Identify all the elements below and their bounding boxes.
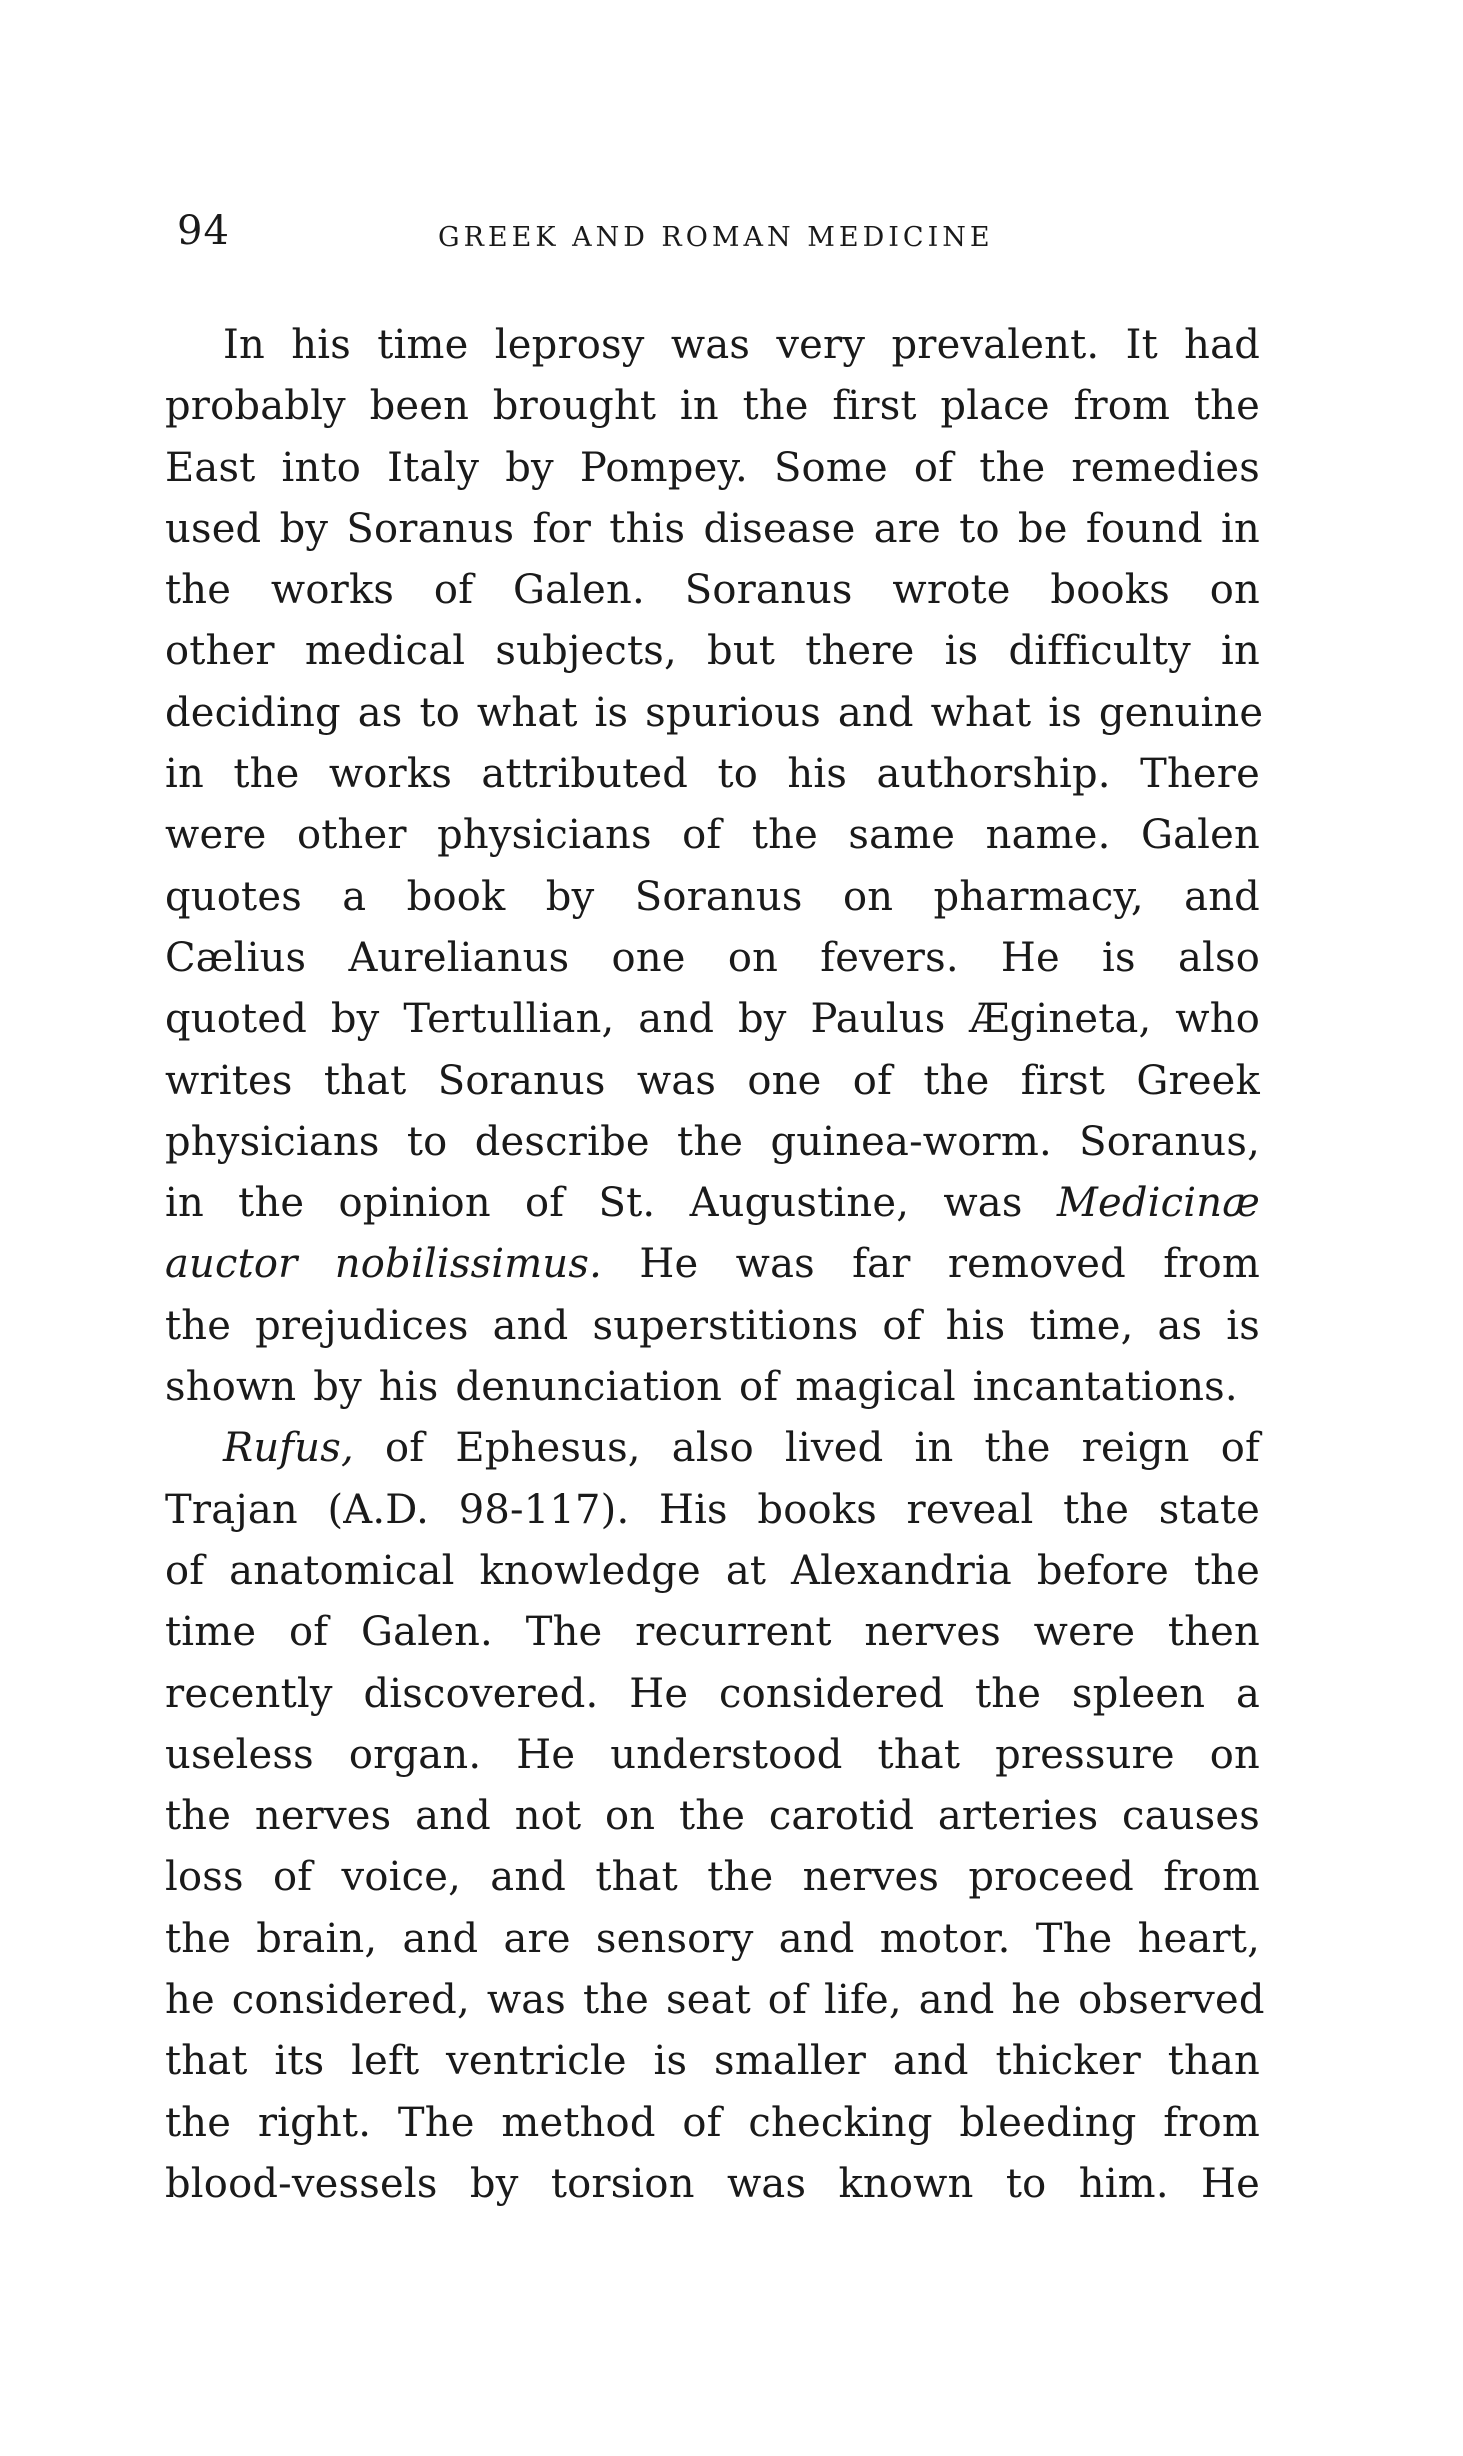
text-line — [165, 1234, 1260, 1295]
text-line: were other physicians of the same name. Galen — [165, 812, 1260, 859]
italic-name: Rufus, — [223, 1425, 354, 1472]
text-line: probably been brought in the first place from the — [165, 383, 1260, 430]
text-line: East into Italy by Pompey. Some of the remedies — [165, 444, 1260, 491]
body-text — [165, 315, 1265, 2215]
text-line — [165, 1480, 1260, 1541]
text-line: physicians to describe the guinea-worm. Soranus, — [165, 1118, 1260, 1165]
text-line: other medical subjects, but there is difficulty in — [165, 628, 1260, 675]
page-number: 94 — [177, 208, 230, 254]
era-abbreviation: A.D. — [343, 1486, 430, 1533]
text-segment: 98-117). His books reveal the state — [458, 1486, 1260, 1533]
text-segment: Trajan ( — [165, 1486, 344, 1533]
text-line: loss of voice, and that the nerves proceed from — [165, 1854, 1260, 1901]
running-head: GREEK AND ROMAN MEDICINE — [438, 222, 994, 253]
text-line: recently discovered. He considered the spleen a — [165, 1670, 1260, 1717]
text-line: the prejudices and superstitions of his time, as is — [165, 1302, 1260, 1349]
text-line: quoted by Tertullian, and by Paulus Ægineta, who — [165, 996, 1260, 1043]
text-line: shown by his denunciation of magical incantations. — [165, 1364, 1238, 1411]
text-line: deciding as to what is spurious and what is genuine — [165, 689, 1264, 736]
text-line: blood-vessels by torsion was known to him. He — [165, 2160, 1260, 2207]
text-line: time of Galen. The recurrent nerves were then — [165, 1609, 1260, 1656]
text-line: the works of Galen. Soranus wrote books on — [165, 567, 1260, 614]
text-line — [165, 1173, 1260, 1234]
text-segment: He was far removed from — [639, 1241, 1260, 1288]
text-segment: of Ephesus, also lived in the reign of — [384, 1425, 1261, 1472]
text-line: that its left ventricle is smaller and thicker than — [165, 2038, 1260, 2085]
text-line: the right. The method of checking bleeding from — [165, 2099, 1260, 2146]
text-line — [165, 1418, 1260, 1479]
text-line: used by Soranus for this disease are to be found in — [165, 505, 1260, 552]
text-line: writes that Soranus was one of the first Greek — [165, 1057, 1260, 1104]
text-line: In his time leprosy was very prevalent. It had — [223, 322, 1260, 368]
text-line: in the works attributed to his authorship. There — [165, 751, 1260, 798]
text-line: useless organ. He understood that pressure on — [165, 1731, 1260, 1778]
text-line: he considered, was the seat of life, and he observed — [165, 1977, 1265, 2024]
text-line: the brain, and are sensory and motor. The heart, — [165, 1915, 1260, 1962]
text-segment: in the opinion of St. Augustine, was — [165, 1180, 1023, 1227]
text-line: of anatomical knowledge at Alexandria before the — [165, 1547, 1260, 1594]
text-line: Cælius Aurelianus one on fevers. He is also — [165, 934, 1260, 981]
text-line: the nerves and not on the carotid arteries causes — [165, 1793, 1260, 1840]
italic-phrase: Medicinæ — [1056, 1180, 1260, 1227]
text-line: quotes a book by Soranus on pharmacy, and — [165, 873, 1260, 920]
italic-phrase: auctor nobilissimus. — [165, 1241, 603, 1288]
